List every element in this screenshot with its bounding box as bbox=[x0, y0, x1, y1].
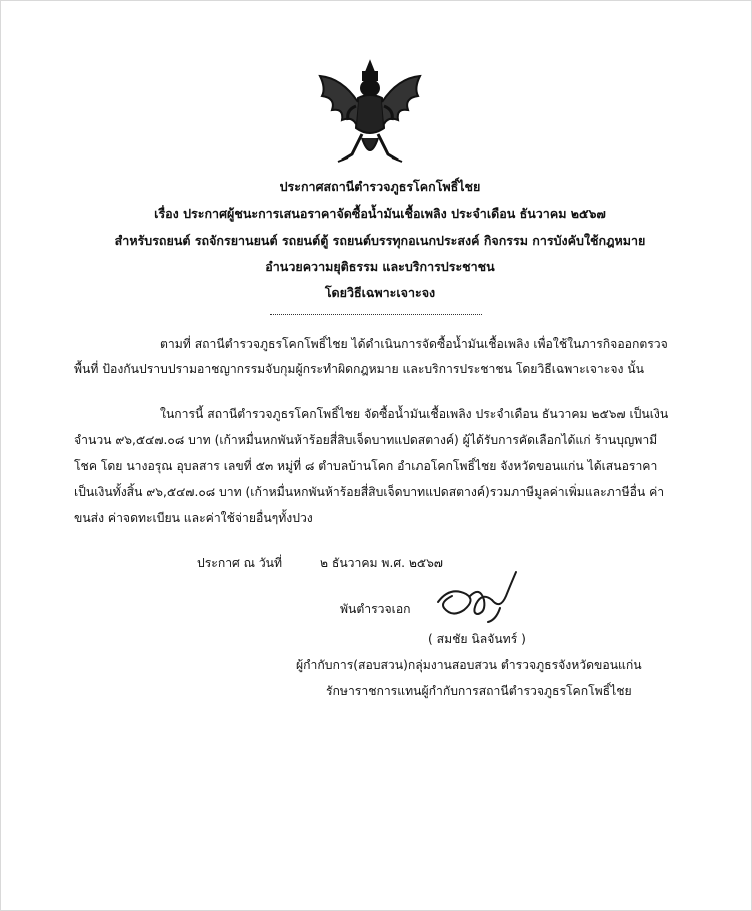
paragraph-2-line-3: โชค โดย นางอรุณ อุบลสาร เลขที่ ๕๓ หมู่ที่ ๘ ตำบลบ้านโคก อำเภอโคกโพธิ์ไชย จังหวัดขอนแก่น ได้เสนอราคา bbox=[74, 459, 658, 473]
purpose-line-1: สำหรับรถยนต์ รถจักรยานยนต์ รถยนต์ตู้ รถยนต์บรรทุกอเนกประสงค์ กิจกรรม การบังคับใช้กฎหมาย bbox=[114, 233, 646, 248]
signer-position-1: ผู้กำกับการ(สอบสวน)กลุ่มงานสอบสวน ตำรวจภูธรจังหวัดขอนแก่น bbox=[296, 658, 642, 672]
signer-position-2: รักษาราชการแทนผู้กำกับการสถานีตำรวจภูธรโคกโพธิ์ไชย bbox=[326, 684, 632, 698]
subject-line: เรื่อง ประกาศผู้ชนะการเสนอราคาจัดซื้อน้ำมันเชื้อเพลิง ประจำเดือน ธันวาคม ๒๕๖๗ bbox=[154, 206, 606, 221]
paragraph-2-line-2: จำนวน ๙๖,๕๔๗.๐๘ บาท (เก้าหมื่นหกพันห้าร้อยสี่สิบเจ็ดบาทแปดสตางค์) ผู้ได้รับการคัดเลือกได้แก่ ร้านบุญพามี bbox=[74, 433, 658, 447]
announcement-label: ประกาศ ณ วันที่ bbox=[197, 556, 283, 570]
paragraph-1-line-1: ตามที่ สถานีตำรวจภูธรโคกโพธิ์ไชย ได้ดำเนินการจัดซื้อน้ำมันเชื้อเพลิง เพื่อใช้ในภารกิจออกตรวจ bbox=[160, 337, 668, 351]
signer-name: ( สมชัย นิลจันทร์ ) bbox=[428, 632, 526, 646]
agency-title: ประกาศสถานีตำรวจภูธรโคกโพธิ์ไชย bbox=[279, 179, 481, 194]
garuda-emblem-icon bbox=[312, 58, 428, 170]
paragraph-1-line-2: พื้นที่ ป้องกันปราบปรามอาชญากรรมจับกุมผู้กระทำผิดกฎหมาย และบริการประชาชน โดยวิธีเฉพาะเจาะจง นั้น bbox=[74, 362, 644, 376]
purpose-line-2: อำนวยความยุติธรรม และบริการประชาชน bbox=[265, 259, 495, 274]
handwritten-signature bbox=[430, 566, 530, 626]
dotted-divider bbox=[270, 314, 482, 315]
paragraph-2-line-4: เป็นเงินทั้งสิ้น ๙๖,๕๔๗.๐๘ บาท (เก้าหมื่นหกพันห้าร้อยสี่สิบเจ็ดบาทแปดสตางค์)รวมภาษีมูลค่าเพิ่มและภาษีอื่น ค่า bbox=[74, 485, 665, 499]
method-line: โดยวิธีเฉพาะเจาะจง bbox=[324, 285, 436, 300]
paragraph-2-line-5: ขนส่ง ค่าจดทะเบียน และค่าใช้จ่ายอื่นๆทั้งปวง bbox=[74, 511, 313, 525]
announcement-date: ๒ ธันวาคม พ.ศ. ๒๕๖๗ bbox=[320, 556, 443, 570]
paragraph-2-line-1: ในการนี้ สถานีตำรวจภูธรโคกโพธิ์ไชย จัดซื้อน้ำมันเชื้อเพลิง ประจำเดือน ธันวาคม ๒๕๖๗ เป็นเงิน bbox=[160, 407, 669, 421]
signer-rank: พันตำรวจเอก bbox=[340, 602, 411, 616]
